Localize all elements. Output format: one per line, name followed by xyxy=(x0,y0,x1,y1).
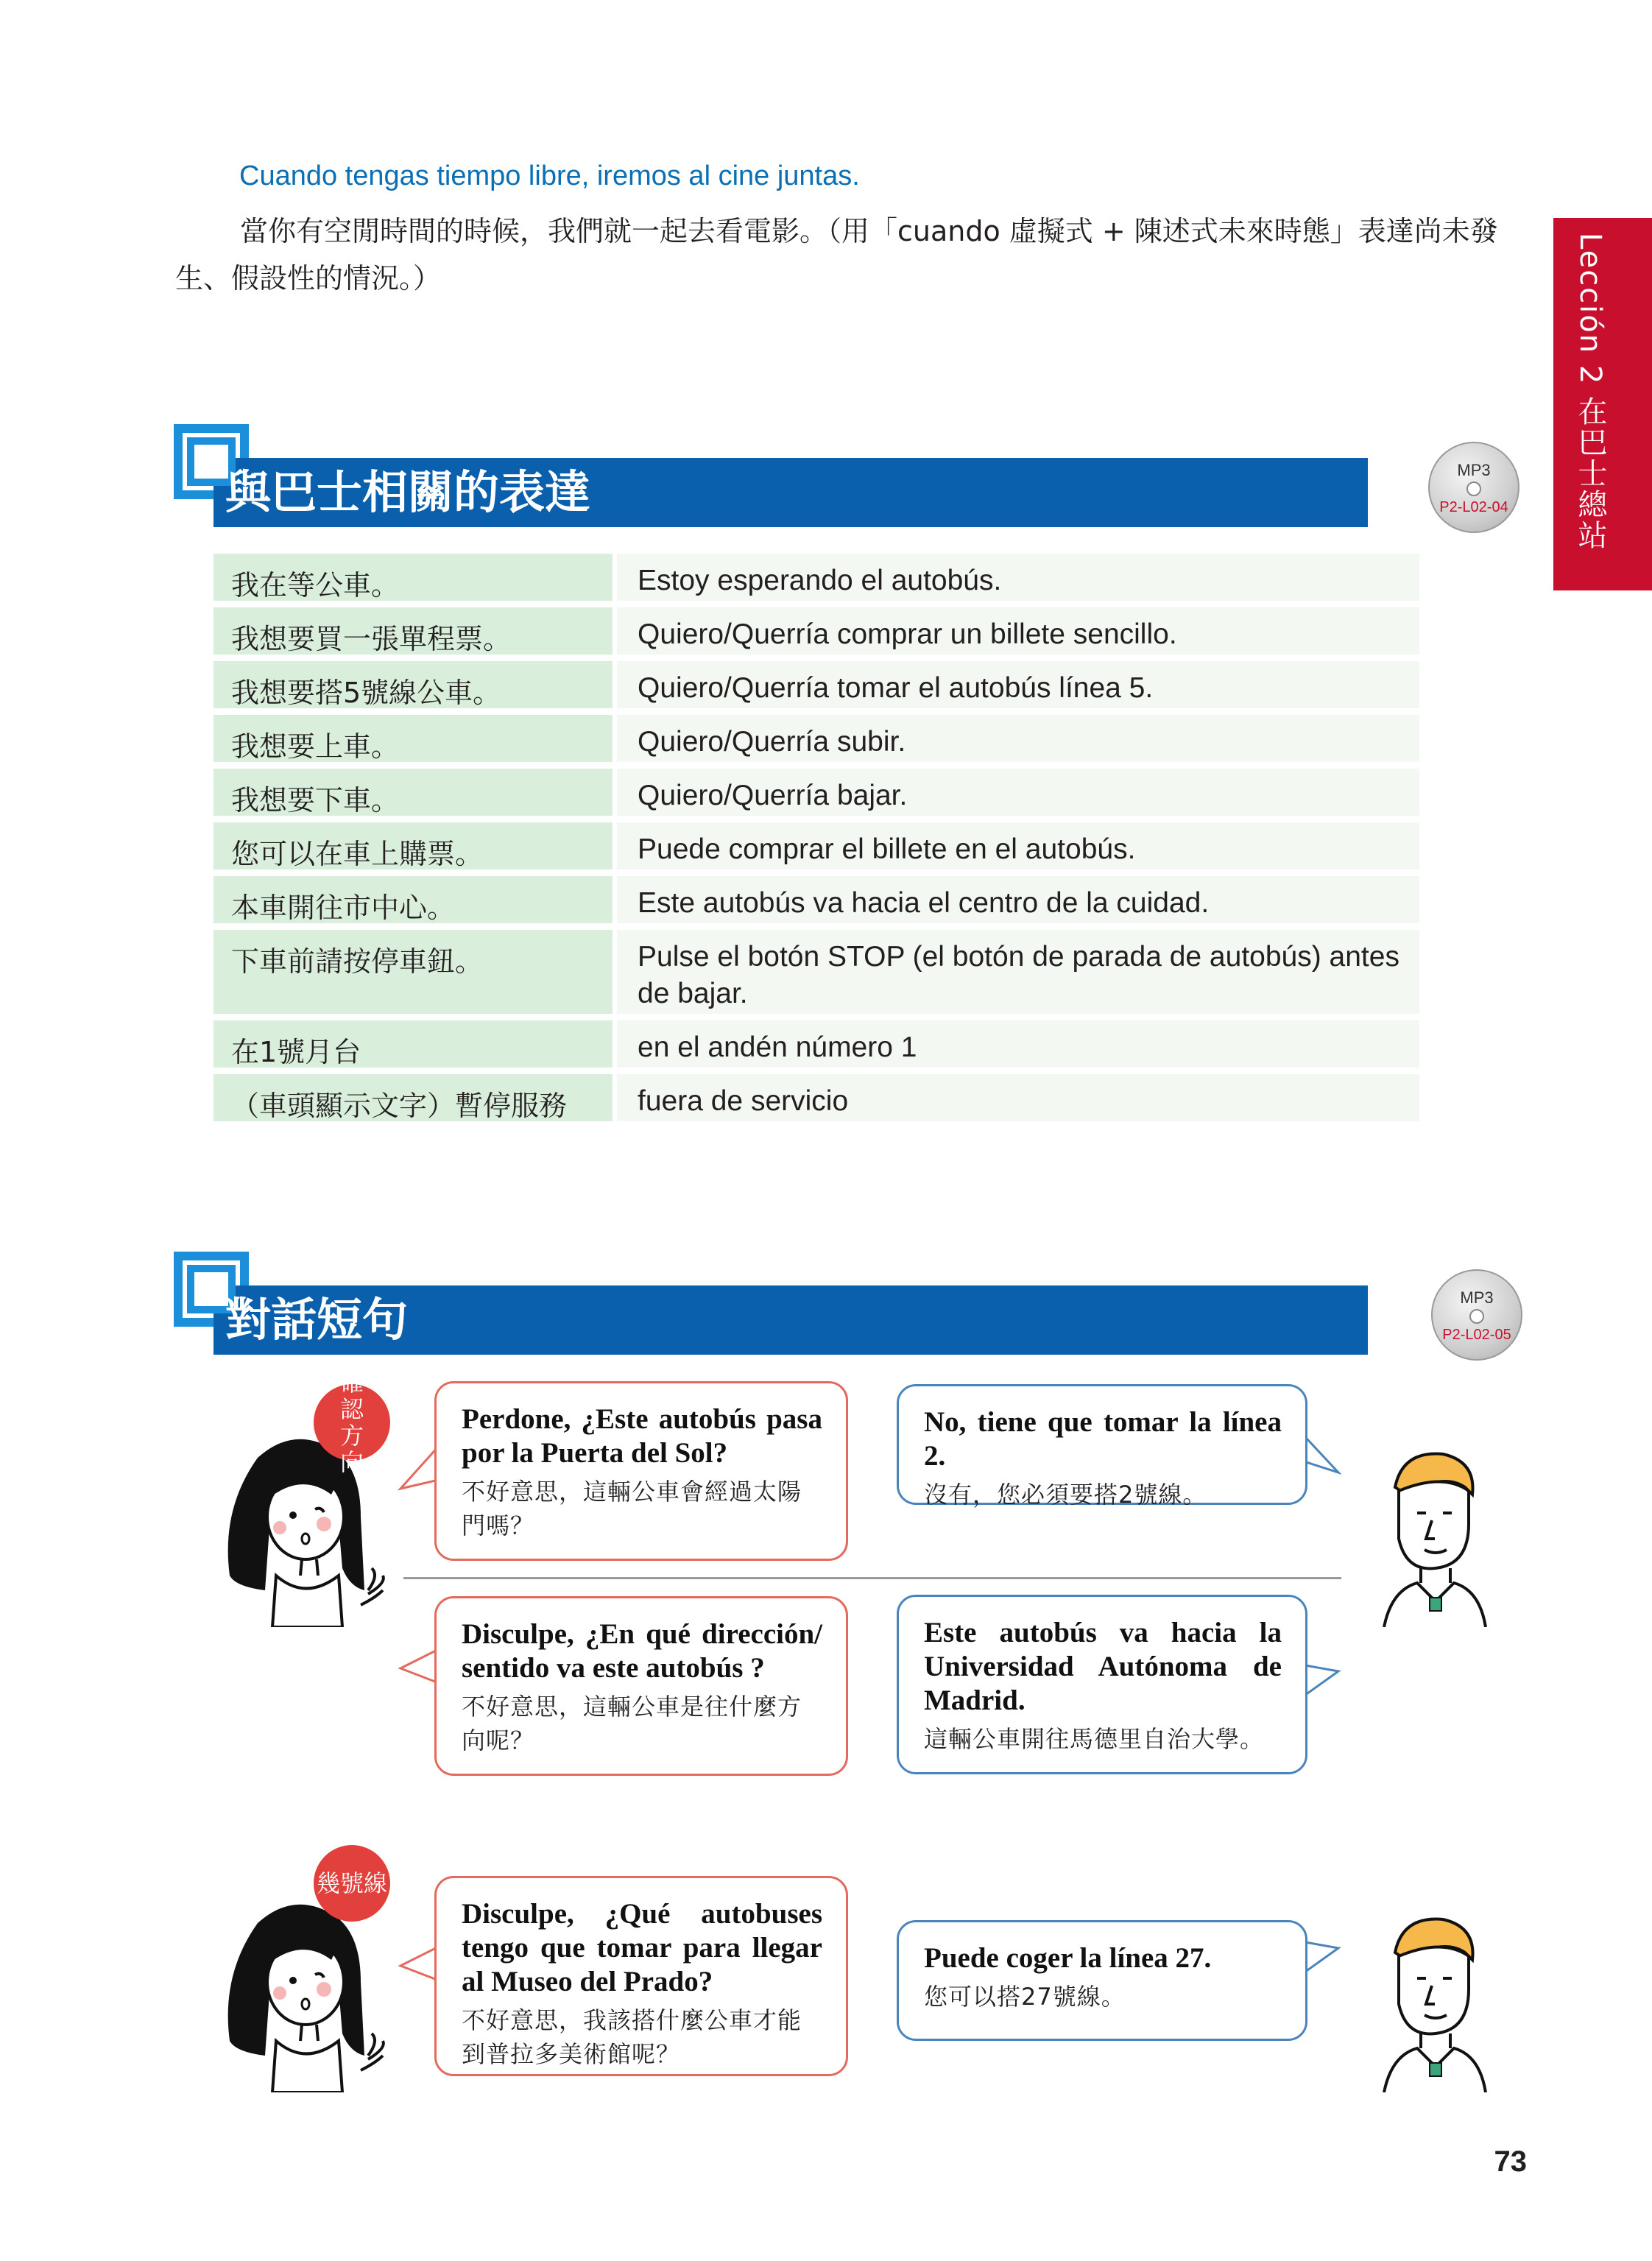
mp3-track-code: P2-L02-04 xyxy=(1439,499,1508,515)
table-cell-chinese: 下車前請按停車鈕。 xyxy=(213,930,613,1014)
mp3-disc-icon[interactable] xyxy=(1428,442,1519,533)
topic-badge-which-line xyxy=(314,1845,390,1922)
table-cell-spanish: fuera de servicio xyxy=(617,1074,1419,1121)
table-row xyxy=(213,607,1419,655)
badge-label: 幾號線 xyxy=(316,1869,387,1897)
table-cell-spanish: Quiero/Querría tomar el autobús línea 5. xyxy=(617,661,1419,708)
table-cell-spanish: Quiero/Querría subir. xyxy=(617,715,1419,762)
question-chinese: 不好意思，這輛公車會經過太陽門嗎？ xyxy=(462,1478,802,1539)
table-cell-chinese: 我在等公車。 xyxy=(213,554,613,601)
question-spanish: Disculpe, ¿Qué autobuses tengo que tomar para llegar al Museo del Prado? xyxy=(462,1898,822,1997)
lesson-side-tab xyxy=(1553,218,1652,590)
speech-bubble-tail xyxy=(398,1944,439,2003)
disc-hole-icon xyxy=(1466,482,1481,496)
answer-chinese: 這輛公車開往馬德里自治大學。 xyxy=(924,1725,1265,1753)
mp3-label: MP3 xyxy=(1460,1288,1494,1307)
table-cell-chinese: 在1號月台 xyxy=(213,1020,613,1068)
table-cell-spanish: Quiero/Querría bajar. xyxy=(617,769,1419,816)
table-row xyxy=(213,1074,1419,1121)
table-cell-spanish: Este autobús va hacia el centro de la cuidad. xyxy=(617,876,1419,923)
table-cell-spanish: Estoy esperando el autobús. xyxy=(617,554,1419,601)
answer-spanish: Este autobús va hacia la Universidad Autónoma de Madrid. xyxy=(924,1617,1282,1716)
table-cell-chinese: 本車開往市中心。 xyxy=(213,876,613,923)
question-chinese: 不好意思，這輛公車是往什麼方向呢？ xyxy=(462,1693,802,1754)
intro-chinese: 當你有空閒時間的時候，我們就一起去看電影。（用「cuando 虛擬式 + 陳述式未來時態」表達尚未發生、假設性的情況。） xyxy=(175,215,1498,294)
table-cell-chinese: 您可以在車上購票。 xyxy=(213,822,613,870)
section-title-dialogues: 對話短句 xyxy=(225,1293,409,1347)
topic-badge-confirm-direction xyxy=(314,1369,390,1476)
answer-bubble xyxy=(897,1920,1307,2041)
table-cell-chinese: 我想要買一張單程票。 xyxy=(213,607,613,655)
table-row xyxy=(213,769,1419,816)
table-row xyxy=(213,1020,1419,1068)
answer-chinese: 您可以搭27號線。 xyxy=(924,1983,1126,2011)
table-cell-chinese: 我想要下車。 xyxy=(213,769,613,816)
table-cell-chinese: 我想要搭5號線公車。 xyxy=(213,661,613,708)
mp3-label: MP3 xyxy=(1457,461,1491,479)
table-cell-spanish: Quiero/Querría comprar un billete sencillo. xyxy=(617,607,1419,655)
table-cell-chinese: （車頭顯示文字）暫停服務 xyxy=(213,1074,613,1121)
question-bubble xyxy=(434,1596,848,1776)
question-bubble xyxy=(434,1381,848,1561)
girl-character-illustration xyxy=(213,1894,405,2092)
question-spanish: Disculpe, ¿En qué dirección/ sentido va este autobús ? xyxy=(462,1618,822,1684)
dialogue-divider xyxy=(403,1577,1341,1579)
disc-hole-icon xyxy=(1469,1309,1484,1324)
boy-character-illustration xyxy=(1377,1908,1487,2092)
table-cell-spanish: en el andén número 1 xyxy=(617,1020,1419,1068)
table-row xyxy=(213,661,1419,708)
mp3-track-code: P2-L02-05 xyxy=(1442,1327,1511,1343)
table-row xyxy=(213,822,1419,870)
answer-spanish: No, tiene que tomar la línea 2. xyxy=(924,1406,1282,1472)
answer-spanish: Puede coger la línea 27. xyxy=(924,1942,1212,1974)
speech-bubble-tail xyxy=(398,1443,439,1502)
intro-spanish: Cuando tengas tiempo libre, iremos al cine juntas. xyxy=(239,161,860,191)
badge-label: 確認方向 xyxy=(339,1369,364,1476)
table-row xyxy=(213,876,1419,923)
boy-character-illustration xyxy=(1377,1443,1487,1627)
question-bubble xyxy=(434,1876,848,2076)
lesson-tab-label: Lección 2 在巴士總站 xyxy=(1573,233,1607,551)
table-row xyxy=(213,554,1419,601)
question-chinese: 不好意思，我該搭什麼公車才能到普拉多美術館呢？ xyxy=(462,2006,802,2068)
page-number: 73 xyxy=(1494,2145,1527,2178)
answer-bubble xyxy=(897,1595,1307,1774)
table-cell-spanish: Puede comprar el billete en el autobús. xyxy=(617,822,1419,870)
question-spanish: Perdone, ¿Este autobús pasa por la Puerta del Sol? xyxy=(462,1403,822,1469)
section-title-bus-expressions: 與巴士相關的表達 xyxy=(225,465,591,519)
table-row xyxy=(213,715,1419,762)
answer-chinese: 沒有，您必須要搭2號線。 xyxy=(924,1481,1207,1509)
answer-bubble xyxy=(897,1384,1307,1509)
table-cell-chinese: 我想要上車。 xyxy=(213,715,613,762)
speech-bubble-tail xyxy=(398,1646,439,1705)
table-row xyxy=(213,930,1419,1014)
mp3-disc-icon[interactable] xyxy=(1431,1269,1522,1361)
table-cell-spanish: Pulse el botón STOP (el botón de parada de autobús) antes de bajar. xyxy=(617,930,1419,1014)
